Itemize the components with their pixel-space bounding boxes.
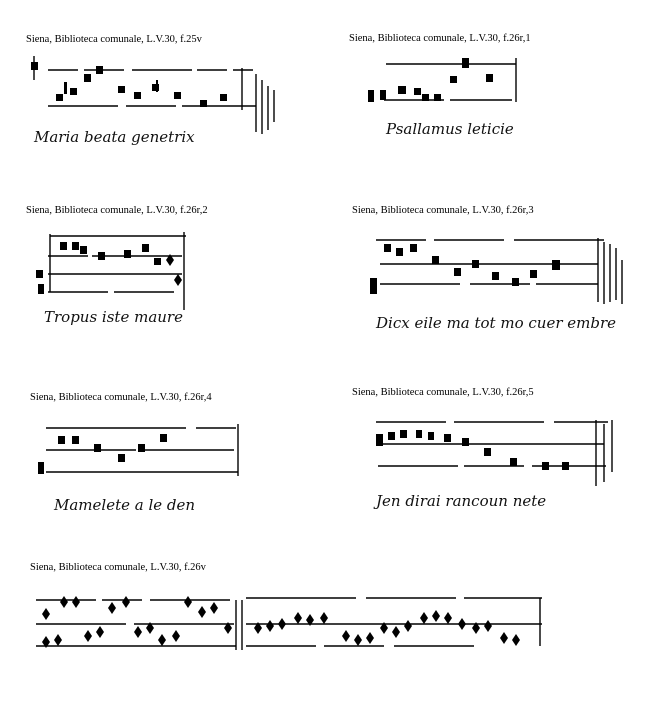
caption-f26r4: Siena, Biblioteca comunale, L.V.30, f.26r,4 [30, 392, 212, 403]
music-fragment-f25v [28, 52, 278, 152]
music-fragment-f26r4 [32, 418, 247, 520]
caption-f26r3: Siena, Biblioteca comunale, L.V.30, f.26r,3 [352, 205, 534, 216]
incipit-f26r2: Tropus iste maure [44, 308, 183, 326]
music-fragment-f26r2 [30, 228, 200, 333]
incipit-f26r1: Psallamus leticie [386, 120, 514, 138]
incipit-f26r3: Dicx eile ma tot mo cuer embre [376, 314, 617, 332]
music-fragment-f26r3 [366, 230, 631, 340]
incipit-f26r5: Jen dirai rancoun nete [376, 492, 547, 510]
caption-f26r1: Siena, Biblioteca comunale, L.V.30, f.26r,1 [349, 33, 531, 44]
incipit-f26r4: Mamelete a le den [54, 496, 196, 514]
caption-f26v: Siena, Biblioteca comunale, L.V.30, f.26v [30, 562, 206, 573]
music-fragment-f26r5 [368, 412, 623, 517]
incipit-f25v: Maria beata genetrix [34, 128, 195, 146]
caption-f26r5: Siena, Biblioteca comunale, L.V.30, f.26r,5 [352, 387, 534, 398]
music-fragment-f26v [32, 588, 552, 668]
caption-f25v: Siena, Biblioteca comunale, L.V.30, f.25v [26, 34, 202, 45]
caption-f26r2: Siena, Biblioteca comunale, L.V.30, f.26r,2 [26, 205, 208, 216]
music-fragment-f26r1 [364, 52, 534, 147]
